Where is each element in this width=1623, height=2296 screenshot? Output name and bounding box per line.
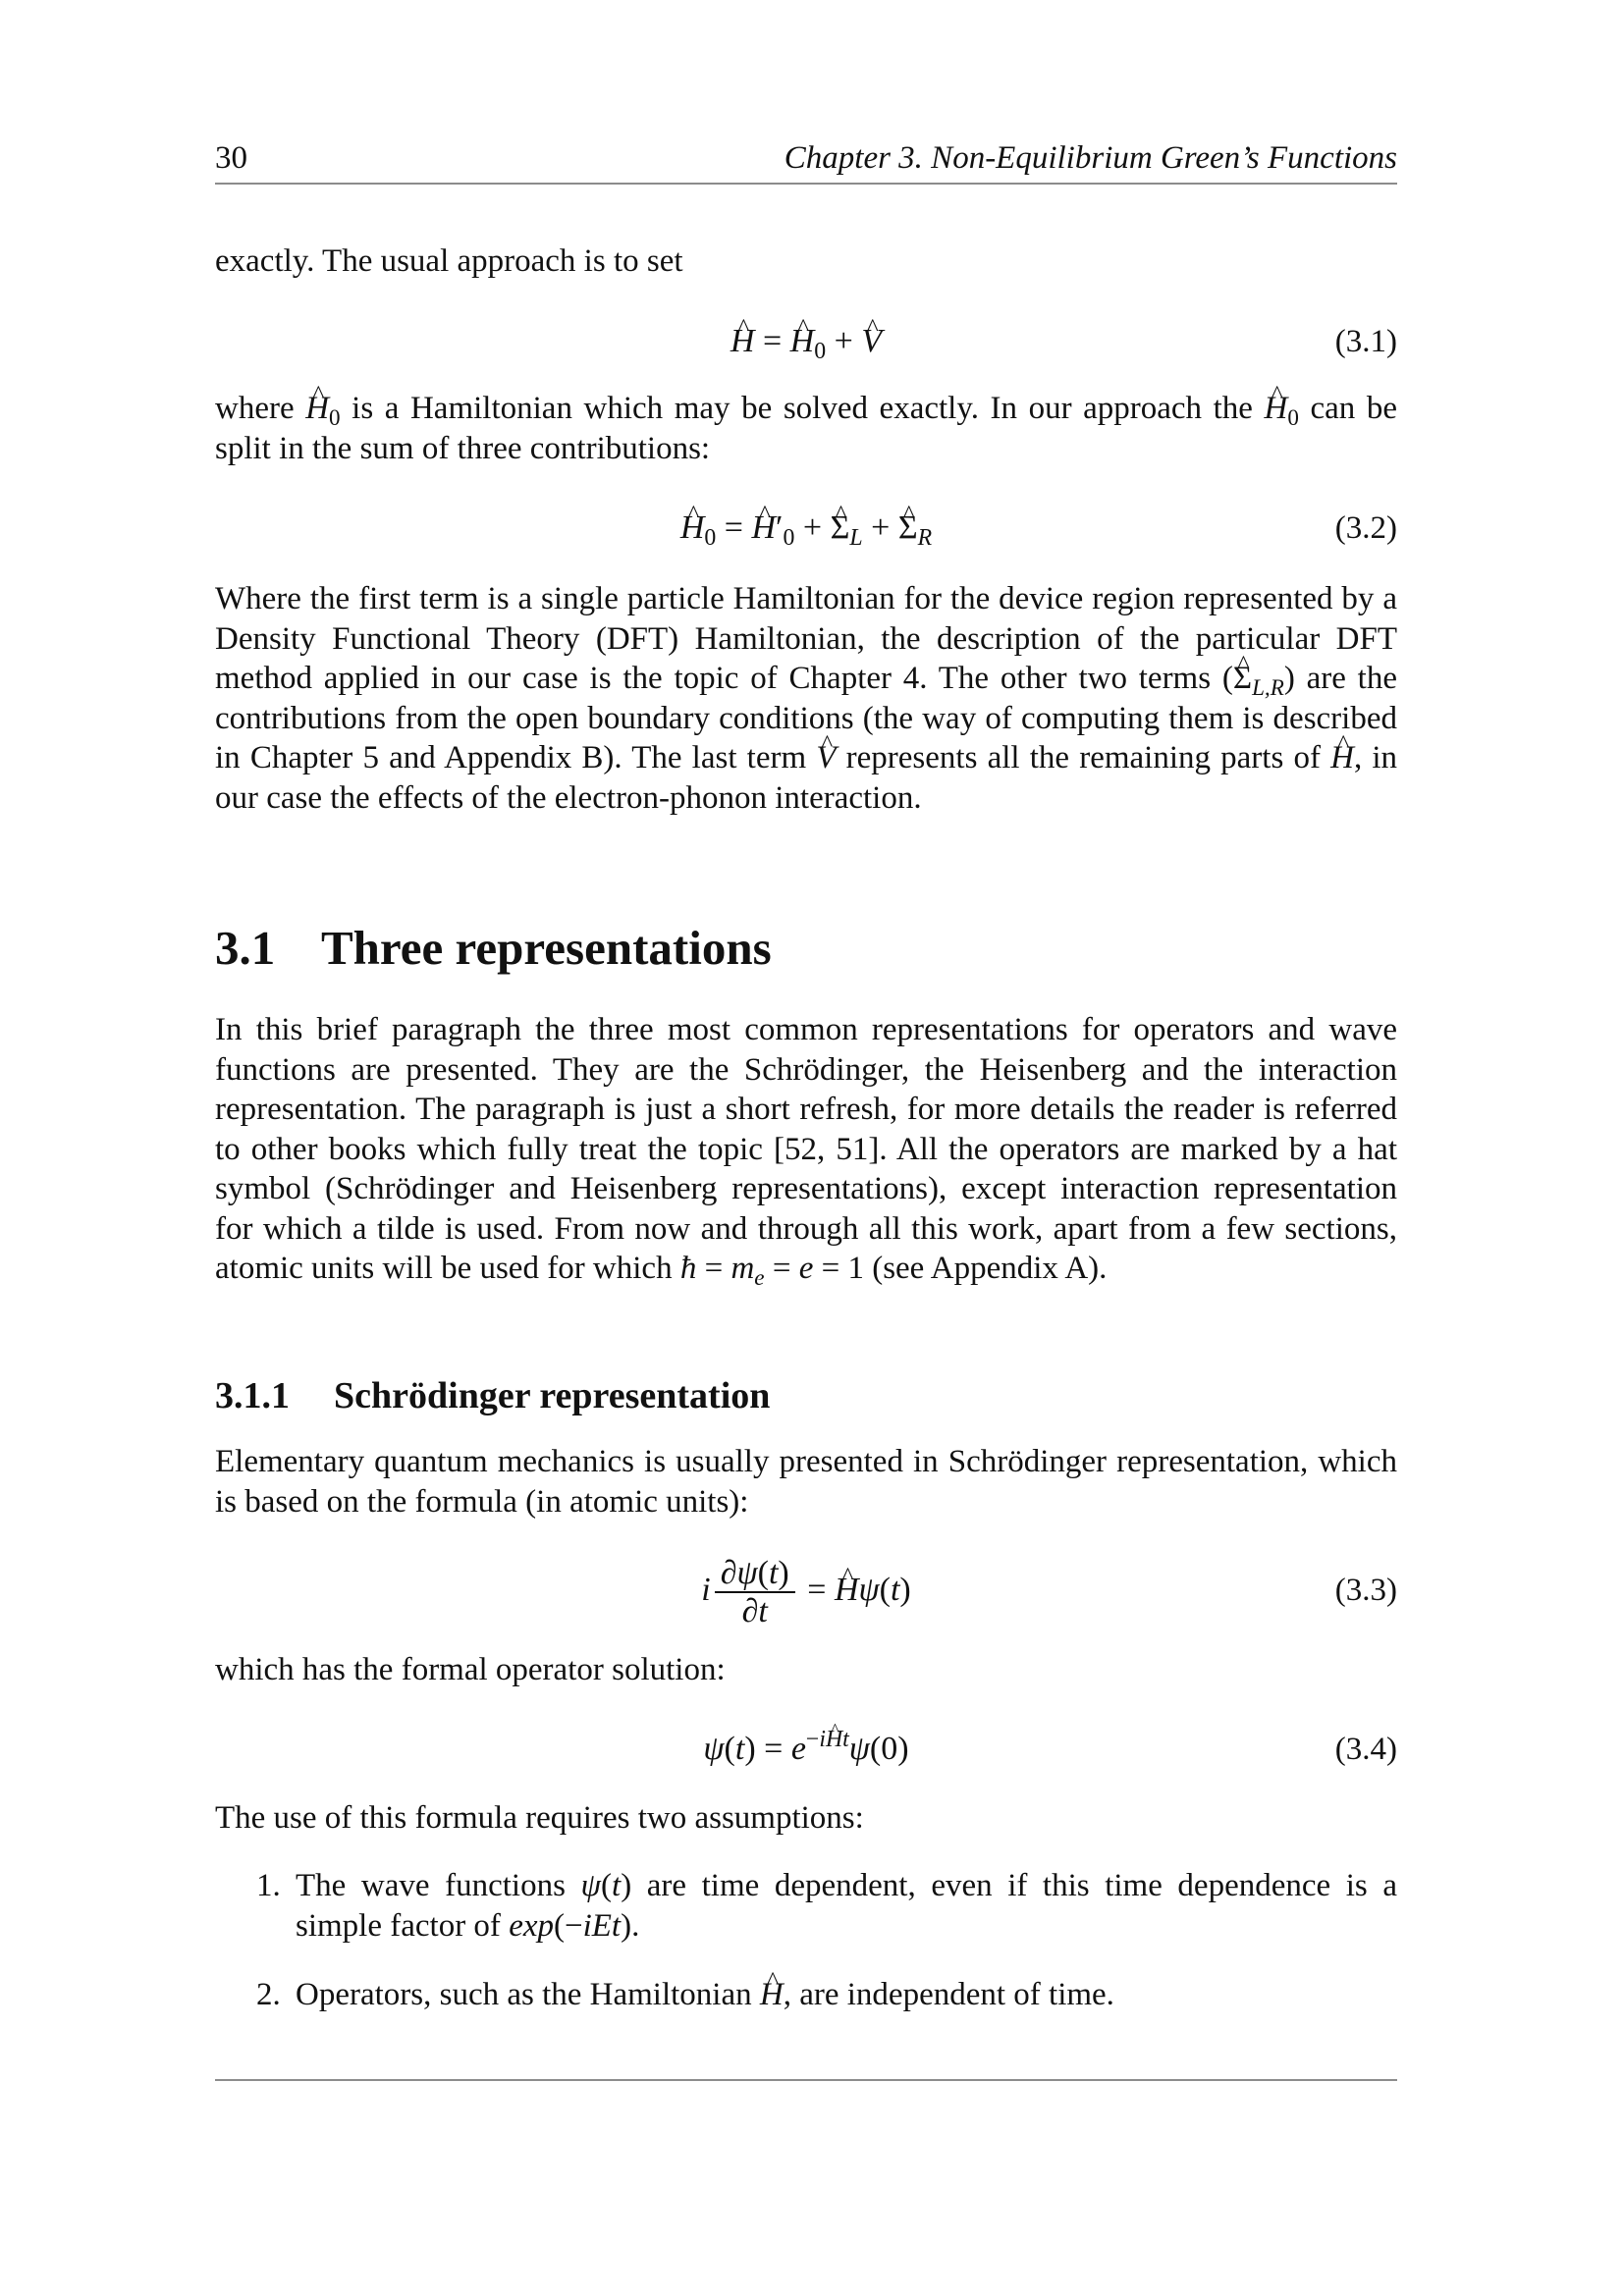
equation-body: H ^ = H $\^{}_0 + V$ ^	[215, 312, 1397, 371]
header-rule	[215, 183, 1397, 185]
equation-body: i $\frac{\partial\psi(t)}{\partial t}$ = H ^ψ(t)	[215, 1541, 1397, 1639]
section-title: Three representations	[321, 921, 772, 975]
equation-number: (3.2)	[1334, 510, 1397, 546]
page-number: 30	[215, 140, 247, 176]
chapter-title: Chapter 3. Non-Equilibrium Green’s Functions	[784, 140, 1397, 176]
equation-number: (3.3)	[1334, 1573, 1397, 1608]
intro-paragraph-1: exactly. The usual approach is to set	[215, 243, 683, 279]
subsection-paragraph-3: The use of this formula requires two assumptions:	[215, 1800, 864, 1836]
assumption-list	[215, 1866, 1397, 2015]
list-item: 2. Operators, such as the Hamiltonian H ^, are independent of time.	[215, 1975, 1397, 2015]
intro-paragraph-3: Where the first term is a single particle Hamiltonian for the device region represented by a Density Functional Theory (DFT) Hamiltonian, the description of the particular DFT method applied in our case is the topic of Chapter 4. The other two terms (Σ $\^{}_{L,R}$) are the contributions from the open boundary conditions (the way of computing them is described in Chapter 5 and Appendix B). The last term V ^ represents all the remaining parts of H ^, in our case the effects of the electron-phonon interaction.	[215, 579, 1397, 818]
list-item: 1. The wave functions ψ(t) are time dependent, even if this time dependence is a simple factor of exp(−iEt).	[256, 1868, 1397, 1944]
running-header	[215, 135, 1397, 181]
fraction: $\frac{\partial\psi(t)}{\partial t}$	[715, 1555, 795, 1630]
list-item-number: 2.	[256, 1977, 281, 2012]
equation-3-2	[215, 499, 1397, 558]
section-heading	[215, 919, 1397, 978]
equation-3-3	[215, 1541, 1397, 1639]
section-number: 3.1	[215, 921, 276, 975]
section-paragraph: In this brief paragraph the three most common representations for operators and wave functions are presented. They are the Schrödinger, the Heisenberg and the interaction representation. The paragraph is just a short refresh, for more details the reader is referred to other books which fully treat the topic [52, 51]. All the operators are marked by a hat symbol (Schrödinger and Heisenberg representations), except interaction representation for which a tilde is used. From now and through all this work, apart from a few sections, atomic units will be used for which ħ = $m_e = e = 1$ (see Appendix A).	[215, 1012, 1397, 1290]
equation-body: $\psi(t) = e^{-iHt}\psi(0)$	[703, 1726, 909, 1767]
list-item-number: 1.	[256, 1868, 281, 1903]
equation-number: (3.1)	[1334, 324, 1397, 359]
subsection-number: 3.1.1	[215, 1375, 290, 1416]
subsection-paragraph-1: Elementary quantum mechanics is usually presented in Schrödinger representation, which is based on the formula (in atomic units):	[215, 1444, 1397, 1520]
subsection-title: Schrödinger representation	[334, 1375, 771, 1416]
equation-3-4	[215, 1720, 1397, 1779]
footer-rule	[215, 2079, 1397, 2081]
subsection-heading	[215, 1372, 1397, 1419]
equation-3-1	[215, 312, 1397, 371]
equation-body: H $\^{}_0 = H$ $\^{}'_0 + \Sigma$ $\^{}_L + \Sigma$ $\^{}_R$	[215, 499, 1397, 558]
subsection-paragraph-2: which has the formal operator solution:	[215, 1652, 726, 1687]
equation-number: (3.4)	[1334, 1732, 1397, 1767]
intro-paragraph-2: where H $\^{}_0$ is a Hamiltonian which may be solved exactly. In our approach the H $\^{}_0$ can be split in the sum of three contributions:	[215, 389, 1397, 468]
